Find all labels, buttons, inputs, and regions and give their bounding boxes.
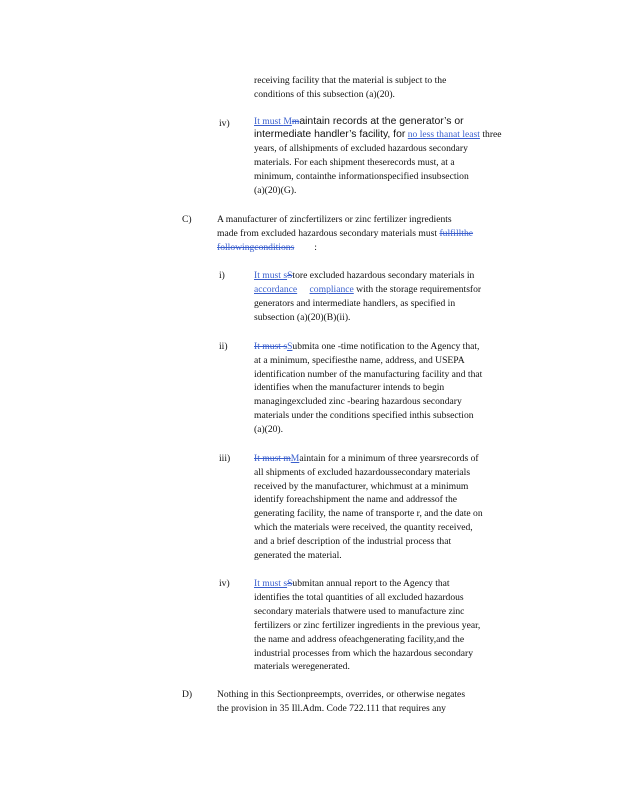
inserted-text: S	[287, 341, 293, 352]
text-run: ubmita one -time notification to the Agency that,	[292, 341, 480, 352]
text-line	[254, 116, 464, 128]
text-line: receiving facility that the material is subject to the	[254, 75, 447, 86]
text-line: (a)(20).	[254, 424, 284, 435]
item-label-i: i)	[219, 270, 225, 281]
text-line: generators and intermediate handlers, as specified in	[254, 298, 456, 309]
deleted-text: followingconditions	[217, 242, 295, 253]
text-line	[254, 284, 481, 296]
item-label-iii: iii)	[219, 453, 231, 464]
text-line: materials weregenerated.	[254, 661, 350, 672]
deleted-text: m	[291, 116, 300, 127]
text-line: identifies the total quantities of all excluded hazardous	[254, 592, 464, 603]
text-line	[254, 453, 479, 465]
text-run: three	[482, 129, 502, 140]
text-run: made from excluded hazardous secondary materials must	[217, 228, 438, 239]
text-line: years, of allshipments of excluded hazardous secondary	[254, 143, 468, 154]
text-line: materials. For each shipment theserecords must, at a	[254, 157, 455, 168]
text-line	[254, 578, 450, 590]
item-label-C: C)	[182, 214, 192, 225]
inserted-text: no less than	[407, 129, 454, 140]
text-line	[254, 129, 502, 141]
deleted-text: S	[287, 270, 293, 281]
text-run: aintain for a minimum of three yearsrecords of	[299, 453, 479, 464]
text-line: at a minimum, specifiesthe name, address, and USEPA	[254, 355, 465, 366]
text-line: materials under the conditions specified inthis subsection	[254, 410, 474, 421]
item-label-iv: iv)	[219, 578, 230, 589]
text-line	[254, 341, 479, 353]
text-line: all shipments of excluded hazardoussecondary materials	[254, 467, 471, 478]
text-run: aintain records at the generator’s or	[299, 116, 464, 127]
inserted-text: M	[283, 116, 292, 127]
text-line: identification number of the manufacturing facility and that	[254, 369, 483, 380]
text-line: the name and address ofeachgenerating facility,and the	[254, 634, 465, 645]
inserted-text: It must s	[254, 578, 288, 589]
text-line: minimum, containthe informationspecified insubsection	[254, 171, 469, 182]
inserted-text: It must	[254, 116, 284, 127]
text-line: identify foreachshipment the name and addressof the	[254, 494, 457, 505]
text-run: with the storage requirementsfor	[356, 284, 482, 295]
deleted-text: It must s	[254, 341, 288, 352]
inserted-text: M	[290, 453, 300, 464]
inserted-text: It must s	[254, 270, 288, 281]
text-run: :	[314, 242, 317, 253]
text-line: conditions of this subsection (a)(20).	[254, 89, 395, 100]
text-line: generating facility, the name of transporte r, and the date on	[254, 508, 483, 519]
text-run: ubmitan annual report to the Agency that	[292, 578, 450, 589]
item-label-ii: ii)	[219, 341, 228, 352]
text-line: (a)(20)(G).	[254, 185, 297, 196]
text-line	[254, 270, 474, 282]
text-run: intermediate handler’s facility, for	[254, 129, 406, 140]
text-line: industrial processes from which the hazardous secondary	[254, 648, 473, 659]
text-line	[217, 228, 473, 240]
text-line: identifies when the manufacturer intends to begin	[254, 382, 445, 393]
text-line: A manufacturer of zincfertilizers or zinc fertilizer ingredients	[217, 214, 452, 225]
item-label-D: D)	[182, 689, 193, 700]
inserted-text: compliance	[309, 284, 354, 295]
item-label-iv: iv)	[219, 118, 230, 129]
text-line: subsection (a)(20)(B)(ii).	[254, 312, 351, 323]
text-run: tore excluded hazardous secondary materials in	[292, 270, 475, 281]
text-line	[217, 242, 317, 254]
text-line: secondary materials thatwere used to manufacture zinc	[254, 606, 465, 617]
text-line: managingexcluded zinc -bearing hazardous secondary	[254, 396, 462, 407]
text-line: the provision in 35 Ill.Adm. Code 722.111 that requires any	[217, 703, 446, 714]
text-line: Nothing in this Sectionpreempts, overrides, or otherwise negates	[217, 689, 466, 700]
deleted-text: It must m	[254, 453, 291, 464]
text-line: and a brief description of the industrial process that	[254, 536, 452, 547]
text-line: which the materials were received, the quantity received,	[254, 522, 473, 533]
text-line: generated the material.	[254, 550, 342, 561]
text-line: received by the manufacturer, whichmust at a minimum	[254, 481, 469, 492]
inserted-text: accordance	[254, 284, 298, 295]
text-line: fertilizers or zinc fertilizer ingredients in the previous year,	[254, 620, 481, 631]
inserted-text: at least	[453, 129, 480, 140]
deleted-text: S	[287, 578, 293, 589]
deleted-text: fulfillthe	[439, 228, 474, 239]
